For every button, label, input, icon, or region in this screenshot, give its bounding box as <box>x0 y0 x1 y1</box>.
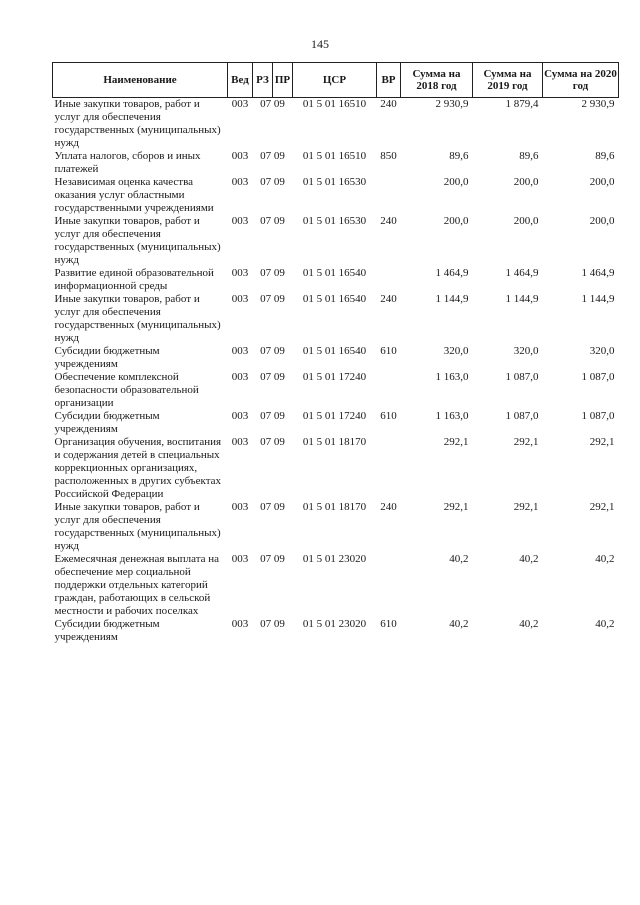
row-sum-2018: 1 163,0 <box>435 371 469 383</box>
row-rz-pr: 07 09 <box>260 215 285 227</box>
table-row <box>53 293 619 345</box>
row-csr: 01 5 01 18170 <box>302 501 367 513</box>
row-rz-pr: 07 09 <box>260 150 285 162</box>
row-sum-2020: 292,1 <box>589 501 615 513</box>
row-rz-pr: 07 09 <box>260 436 285 448</box>
header-sum-2020: Сумма на 2020 год <box>543 63 619 98</box>
row-sum-2018: 2 930,9 <box>435 98 469 110</box>
row-sum-2018: 320,0 <box>443 345 469 357</box>
header-pr: ПР <box>273 63 293 98</box>
row-csr: 01 5 01 16510 <box>302 150 367 162</box>
row-name: Субсидии бюджетным учреждениям <box>54 618 160 643</box>
row-csr: 01 5 01 16510 <box>302 98 367 110</box>
row-sum-2020: 1 464,9 <box>581 267 615 279</box>
row-sum-2019: 1 087,0 <box>505 371 539 383</box>
row-vr: 610 <box>380 618 397 630</box>
row-ved: 003 <box>231 176 249 188</box>
row-sum-2020: 1 087,0 <box>581 410 615 422</box>
row-vr: 240 <box>380 98 397 110</box>
row-ved: 003 <box>231 98 249 110</box>
budget-table <box>52 62 619 644</box>
row-rz-pr: 07 09 <box>260 371 285 383</box>
row-sum-2019: 200,0 <box>513 215 539 227</box>
row-sum-2018: 89,6 <box>449 150 469 162</box>
row-name: Иные закупки товаров, работ и услуг для обеспечения государственных (муниципальных) нужд <box>54 98 221 149</box>
row-name: Субсидии бюджетным учреждениям <box>54 345 160 370</box>
row-sum-2020: 200,0 <box>589 215 615 227</box>
table-row <box>53 98 619 151</box>
row-vr: 240 <box>380 215 397 227</box>
row-sum-2018: 200,0 <box>443 215 469 227</box>
row-name: Иные закупки товаров, работ и услуг для обеспечения государственных (муниципальных) нужд <box>54 215 221 266</box>
row-rz-pr: 07 09 <box>260 345 285 357</box>
header-ved: Вед <box>228 63 253 98</box>
row-rz-pr: 07 09 <box>260 98 285 110</box>
row-rz-pr: 07 09 <box>260 267 285 279</box>
row-csr: 01 5 01 23020 <box>302 553 367 565</box>
table-header-row <box>53 63 619 98</box>
row-sum-2019: 1 144,9 <box>505 293 539 305</box>
row-ved: 003 <box>231 553 249 565</box>
header-sum-2018: Сумма на 2018 год <box>401 63 473 98</box>
row-sum-2020: 200,0 <box>589 176 615 188</box>
row-sum-2020: 292,1 <box>589 436 615 448</box>
header-rz: РЗ <box>253 63 273 98</box>
row-ved: 003 <box>231 410 249 422</box>
row-sum-2018: 1 464,9 <box>435 267 469 279</box>
row-name: Иные закупки товаров, работ и услуг для обеспечения государственных (муниципальных) нужд <box>54 501 221 552</box>
table-row <box>53 371 619 410</box>
row-sum-2018: 292,1 <box>443 436 469 448</box>
row-ved: 003 <box>231 501 249 513</box>
row-vr <box>377 371 401 410</box>
row-ved: 003 <box>231 215 249 227</box>
row-vr: 850 <box>380 150 397 162</box>
table-row <box>53 150 619 176</box>
header-vr: ВР <box>377 63 401 98</box>
table-row <box>53 345 619 371</box>
row-sum-2019: 40,2 <box>519 618 539 630</box>
row-ved: 003 <box>231 436 249 448</box>
row-csr: 01 5 01 16530 <box>302 215 367 227</box>
row-ved: 003 <box>231 618 249 630</box>
row-csr: 01 5 01 16530 <box>302 176 367 188</box>
row-vr <box>377 176 401 215</box>
row-rz-pr: 07 09 <box>260 176 285 188</box>
row-name: Субсидии бюджетным учреждениям <box>54 410 160 435</box>
row-rz-pr: 07 09 <box>260 410 285 422</box>
row-name: Обеспечение комплексной безопасности образовательной организации <box>54 371 199 409</box>
row-sum-2020: 40,2 <box>595 618 615 630</box>
row-vr: 610 <box>380 410 397 422</box>
row-rz-pr: 07 09 <box>260 618 285 630</box>
row-sum-2020: 89,6 <box>595 150 615 162</box>
row-sum-2019: 1 464,9 <box>505 267 539 279</box>
row-sum-2019: 292,1 <box>513 436 539 448</box>
table-body <box>53 98 619 645</box>
header-name: Наименование <box>53 63 228 98</box>
row-csr: 01 5 01 16540 <box>302 345 367 357</box>
row-vr <box>377 553 401 618</box>
header-csr: ЦСР <box>293 63 377 98</box>
row-sum-2020: 1 087,0 <box>581 371 615 383</box>
row-sum-2018: 40,2 <box>449 618 469 630</box>
row-rz-pr: 07 09 <box>260 501 285 513</box>
row-sum-2019: 89,6 <box>519 150 539 162</box>
row-rz-pr: 07 09 <box>260 553 285 565</box>
row-vr: 240 <box>380 293 397 305</box>
row-csr: 01 5 01 16540 <box>302 293 367 305</box>
row-sum-2019: 320,0 <box>513 345 539 357</box>
table-row <box>53 215 619 267</box>
row-sum-2019: 292,1 <box>513 501 539 513</box>
row-csr: 01 5 01 18170 <box>302 436 367 448</box>
row-vr <box>377 436 401 501</box>
row-sum-2020: 2 930,9 <box>581 98 615 110</box>
row-vr <box>377 267 401 293</box>
row-name: Ежемесячная денежная выплата на обеспечение мер социальной поддержки отдельных категорий граждан, работающих в сельской местности и рабочих поселках <box>54 553 220 617</box>
row-sum-2020: 1 144,9 <box>581 293 615 305</box>
table-row <box>53 176 619 215</box>
table-row <box>53 436 619 501</box>
row-csr: 01 5 01 16540 <box>302 267 367 279</box>
row-csr: 01 5 01 23020 <box>302 618 367 630</box>
table-row <box>53 501 619 553</box>
row-name: Независимая оценка качества оказания услуг областными государственными учреждениями <box>54 176 214 214</box>
row-ved: 003 <box>231 293 249 305</box>
row-name: Организация обучения, воспитания и содержания детей в специальных коррекционных организациях, расположенных в других субъектах Российской Федерации <box>54 436 222 500</box>
row-sum-2018: 40,2 <box>449 553 469 565</box>
row-ved: 003 <box>231 267 249 279</box>
row-vr: 240 <box>380 501 397 513</box>
row-csr: 01 5 01 17240 <box>302 371 367 383</box>
row-sum-2018: 1 163,0 <box>435 410 469 422</box>
row-csr: 01 5 01 17240 <box>302 410 367 422</box>
row-name: Иные закупки товаров, работ и услуг для обеспечения государственных (муниципальных) нужд <box>54 293 221 344</box>
row-ved: 003 <box>231 371 249 383</box>
row-sum-2019: 40,2 <box>519 553 539 565</box>
row-sum-2018: 200,0 <box>443 176 469 188</box>
table-row <box>53 267 619 293</box>
table-row <box>53 553 619 618</box>
page-number: 145 <box>311 37 329 51</box>
row-ved: 003 <box>231 150 249 162</box>
row-sum-2019: 1 879,4 <box>505 98 539 110</box>
header-sum-2019: Сумма на 2019 год <box>473 63 543 98</box>
row-rz-pr: 07 09 <box>260 293 285 305</box>
row-sum-2019: 1 087,0 <box>505 410 539 422</box>
table-row <box>53 410 619 436</box>
row-vr: 610 <box>380 345 397 357</box>
row-name: Развитие единой образовательной информационной среды <box>54 267 214 292</box>
row-sum-2019: 200,0 <box>513 176 539 188</box>
row-name: Уплата налогов, сборов и иных платежей <box>54 150 201 175</box>
row-ved: 003 <box>231 345 249 357</box>
row-sum-2018: 292,1 <box>443 501 469 513</box>
row-sum-2020: 320,0 <box>589 345 615 357</box>
table-row <box>53 618 619 644</box>
row-sum-2018: 1 144,9 <box>435 293 469 305</box>
row-sum-2020: 40,2 <box>595 553 615 565</box>
